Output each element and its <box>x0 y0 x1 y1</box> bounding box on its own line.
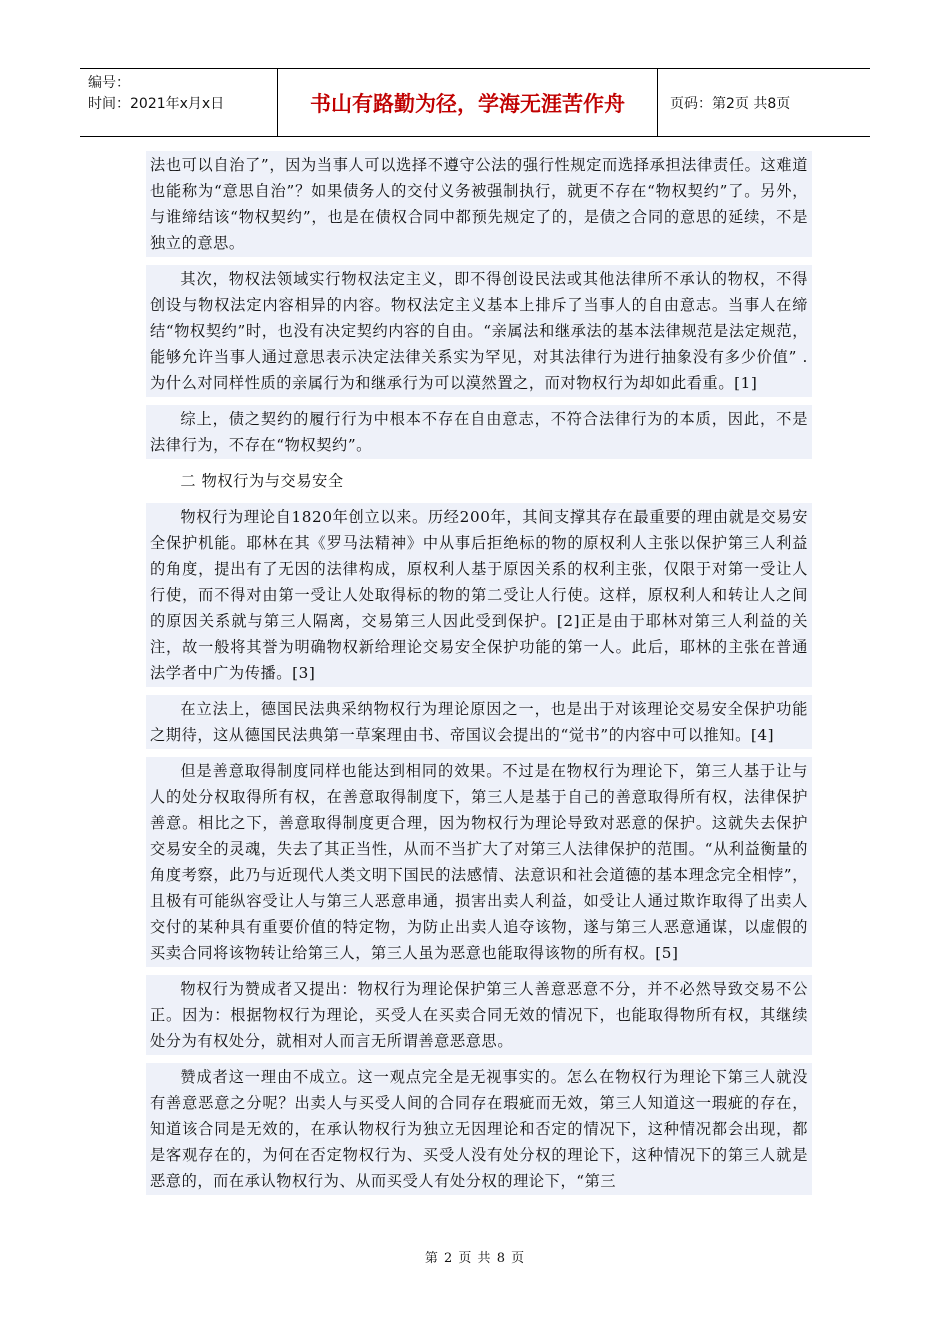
paragraph: 但是善意取得制度同样也能达到相同的效果。不过是在物权行为理论下，第三人基于让与人的处分权取得所有权，在善意取得制度下，第三人是基于自己的善意取得所有权，法律保护善意。相比之下，善意取得制度更合理，因为物权行为理论导致对恶意的保护。这就失去保护交易安全的灵魂，失去了其正当性，从而不当扩大了对第三人法律保护的范围。“从利益衡量的角度考察，此乃与近现代人类文明下国民的法感情、法意识和社会道德的基本理念完全相悖”，且极有可能纵容受让人与第三人恶意串通，损害出卖人利益，如受让人通过欺诈取得了出卖人交付的某种具有重要价值的特定物，为防止出卖人追夺该物，遂与第三人恶意通谋，以虚假的买卖合同将该物转让给第三人，第三人虽为恶意也能取得该物的所有权。[5] <box>146 757 812 967</box>
paragraph: 物权行为赞成者又提出：物权行为理论保护第三人善意恶意不分，并不必然导致交易不公正。因为：根据物权行为理论，买受人在买卖合同无效的情况下，也能取得物所有权，其继续处分为有权处分，就相对人而言无所谓善意恶意思。 <box>146 975 812 1055</box>
paragraph: 物权行为理论自1820年创立以来。历经200年，其间支撑其存在最重要的理由就是交易安全保护机能。耶林在其《罗马法精神》中从事后拒绝标的物的原权利人主张以保护第三人利益的角度，提出有了无因的法律构成，原权利人基于原因关系的权利主张，仅限于对第一受让人行使，而不得对由第一受让人处取得标的物的第二受让人行使。这样，原权利人和转让人之间的原因关系就与第三人隔离，交易第三人因此受到保护。[2]正是由于耶林对第三人利益的关注，故一般将其誉为明确物权新给理论交易安全保护功能的第一人。此后，耶林的主张在普通法学者中广为传播。[3] <box>146 503 812 687</box>
document-body <box>146 151 812 1203</box>
paragraph: 赞成者这一理由不成立。这一观点完全是无视事实的。怎么在物权行为理论下第三人就没有善意恶意之分呢？出卖人与买受人间的合同存在瑕疵而无效，第三人知道这一瑕疵的存在，知道该合同是无效的，在承认物权行为独立无因理论和否定的情况下，这种情况都会出现，都是客观存在的，为何在否定物权行为、买受人没有处分权的理论下，这种情况下的第三人就是恶意的，而在承认物权行为、从而买受人有处分权的理论下，“第三 <box>146 1063 812 1195</box>
paragraph-continuation: 法也可以自治了”，因为当事人可以选择不遵守公法的强行性规定而选择承担法律责任。这难道也能称为“意思自治”？如果债务人的交付义务被强制执行，就更不存在“物权契约”了。另外，与谁缔结该“物权契约”，也是在债权合同中都预先规定了的，是债之合同的意思的延续，不是独立的意思。 <box>146 151 812 257</box>
header-time-label: 时间：2021年x月x日 <box>88 96 225 112</box>
paragraph: 在立法上，德国民法典采纳物权行为理论原因之一，也是出于对该理论交易安全保护功能之期待，这从德国民法典第一草案理由书、帝国议会提出的“觉书”的内容中可以推知。[4] <box>146 695 812 749</box>
paragraph: 综上，债之契约的履行行为中根本不存在自由意志，不符合法律行为的本质，因此，不是法律行为，不存在“物权契约”。 <box>146 405 812 459</box>
header-motto: 书山有路勤为径，学海无涯苦作舟 <box>278 69 658 136</box>
header-number-label: 编号： <box>88 75 130 91</box>
page-footer: 第 2 页 共 8 页 <box>424 1251 526 1266</box>
page-header <box>80 68 870 137</box>
header-page-label: 页码：第2页 共8页 <box>670 95 791 112</box>
paragraph: 其次，物权法领域实行物权法定主义，即不得创设民法或其他法律所不承认的物权，不得创设与物权法定内容相异的内容。物权法定主义基本上排斥了当事人的自由意志。当事人在缔结“物权契约”时，也没有决定契约内容的自由。“亲属法和继承法的基本法律规范是法定规范，能够允许当事人通过意思表示决定法律关系实为罕见，对其法律行为进行抽象没有多少价值” .为什么对同样性质的亲属行为和继承行为可以漠然置之，而对物权行为却如此看重。[1] <box>146 265 812 397</box>
header-meta <box>80 69 278 136</box>
section-heading: 二 物权行为与交易安全 <box>180 472 344 490</box>
